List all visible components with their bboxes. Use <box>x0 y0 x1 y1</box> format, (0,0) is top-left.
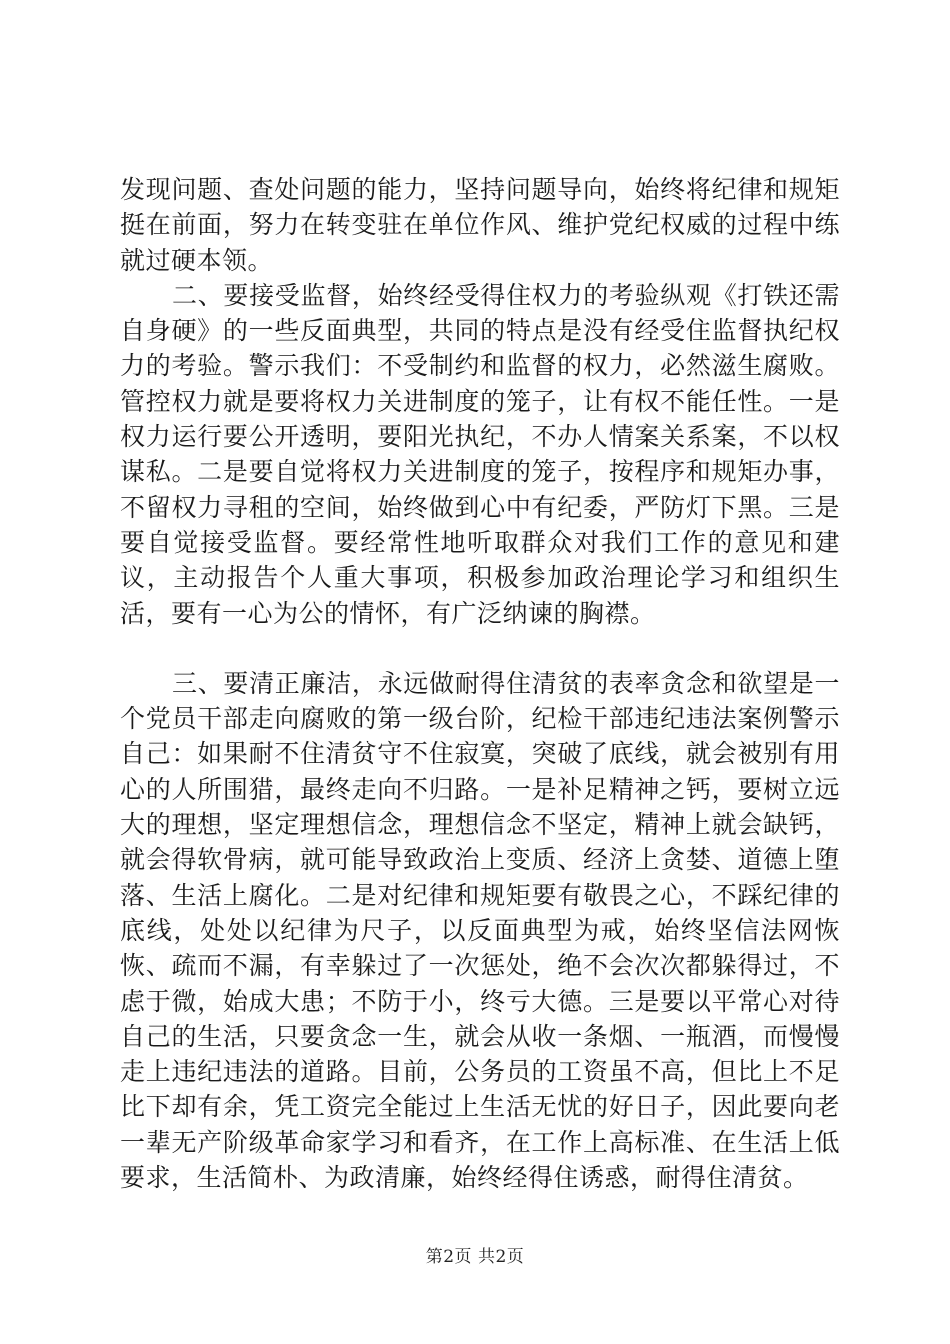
page-number-footer: 第2页 共2页 <box>425 1247 525 1267</box>
paragraph-section-two: 二、要接受监督，始终经受得住权力的考验纵观《打铁还需自身硬》的一些反面典型，共同的特点是没有经受住监督执纪权力的考验。警示我们：不受制约和监督的权力，必然滋生腐败。管控权力就是要将权力关进制度的笼子，让有权不能任性。一是权力运行要公开透明，要阳光执纪，不办人情案关系案，不以权谋私。二是要自觉将权力关进制度的笼子，按程序和规矩办事，不留权力寻租的空间，始终做到心中有纪委，严防灯下黑。三是要自觉接受监督。要经常性地听取群众对我们工作的意见和建议，主动报告个人重大事项，积极参加政治理论学习和组织生活，要有一心为公的情怀，有广泛纳谏的胸襟。 <box>120 280 840 628</box>
paragraph-section-three: 三、要清正廉洁，永远做耐得住清贫的表率贪念和欲望是一个党员干部走向腐败的第一级台阶，纪检干部违纪违法案例警示自己：如果耐不住清贫守不住寂寞，突破了底线，就会被别有用心的人所围猎，最终走向不归路。一是补足精神之钙，要树立远大的理想，坚定理想信念，理想信念不坚定，精神上就会缺钙，就会得软骨病，就可能导致政治上变质、经济上贪婪、道德上堕落、生活上腐化。二是对纪律和规矩要有敬畏之心，不踩纪律的底线，处处以纪律为尺子，以反面典型为戒，始终坚信法网恢恢、疏而不漏，有幸躲过了一次惩处，绝不会次次都躲得过，不虑于微，始成大患；不防于小，终亏大德。三是要以平常心对待自己的生活，只要贪念一生，就会从收一条烟、一瓶酒，而慢慢走上违纪违法的道路。目前，公务员的工资虽不高，但比上不足比下却有余，凭工资完全能过上生活无忧的好日子，因此要向老一辈无产阶级革命家学习和看齐，在工作上高标准、在生活上低要求，生活简朴、为政清廉，始终经得住诱惑，耐得住清贫。 <box>120 668 840 1193</box>
paragraph-continuation: 发现问题、查处问题的能力，坚持问题导向，始终将纪律和规矩挺在前面，努力在转变驻在单位作风、维护党纪权威的过程中练就过硬本领。 <box>120 175 840 275</box>
document-body <box>120 172 840 1195</box>
